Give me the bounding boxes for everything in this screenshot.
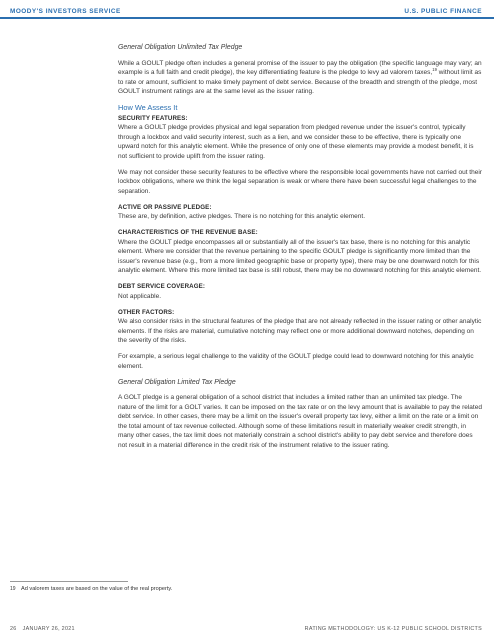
golt-paragraph: A GOLT pledge is a general obligation of a school district that includes a limited rather than an unlimited tax pledge. The nature of the limit for a GOLT varies. It can be imposed on the tax rate or on the levy amount that is available to pay the related debt service. In other cases, there may be a limit on the issuer's overall property tax levy, either a limit on the rate or a limit on the total amount of tax revenue collected. Although some of these limitations result in materially weaker credit strength, in many other cases, the tax limit does not materially constrain a school district's ability to pay debt service and therefore does not result in a material difference in the credit risk of the instrument relative to the issuer rating. — [118, 394, 482, 449]
security-features-heading: SECURITY FEATURES: — [118, 114, 188, 122]
other-factors-heading: OTHER FACTORS: — [118, 308, 175, 316]
footnote-text: Ad valorem taxes are based on the value of the real property. — [21, 586, 173, 592]
main-content — [118, 43, 482, 457]
security-paragraph-2: We may not consider these security features to be effective where the responsible local governments have not carried out their lockbox obligations, where we think the legal separation is weak or where there have been successful legal challenges to the separation. — [118, 168, 482, 195]
document-title: RATING METHODOLOGY: US K-12 PUBLIC SCHOOL DISTRICTS — [304, 626, 482, 632]
publisher-name: MOODY'S INVESTORS SERVICE — [10, 8, 121, 15]
page-number: 26 — [10, 626, 17, 632]
goult-text-a: While a GOULT pledge often includes a general promise of the issuer to pay the obligation (the specific language may vary; an example is a full faith and credit pledge), the key differentiating feature is the pledge to levy ad valorem taxes, — [118, 59, 482, 76]
footnote-divider — [10, 581, 128, 582]
section-label: U.S. PUBLIC FINANCE — [404, 8, 482, 15]
footer-left — [10, 626, 75, 632]
security-paragraph-1: Where a GOULT pledge provides physical and legal separation from pledged revenue under the issuer's control, typically through a lockbox and valid security interest, such as a lien, and we consider these to be effective, there is typically one upward notch for this analytic element. While the presence of only one of these elements may provide a modest benefit, it is not sufficient to provide uplift from the issuer rating. — [118, 124, 474, 160]
footnote-ref[interactable]: 19 — [432, 66, 437, 72]
debt-service-paragraph: Not applicable. — [118, 292, 161, 300]
golt-heading: General Obligation Limited Tax Pledge — [118, 378, 236, 386]
goult-heading: General Obligation Unlimited Tax Pledge — [118, 44, 243, 51]
how-we-assess-heading: How We Assess It — [118, 103, 178, 112]
goult-paragraph — [118, 59, 482, 97]
other-factors-paragraph-1: We also consider risks in the structural features of the pledge that are not already reflected in the issuer rating or other analytic elements. If the risks are material, cumulative notching may reflect one or more additional downward notches, depending on the severity of the risks. — [118, 318, 482, 344]
header-divider — [0, 17, 494, 19]
footnote — [10, 586, 172, 592]
revenue-base-heading: CHARACTERISTICS OF THE REVENUE BASE: — [118, 229, 258, 236]
publication-date: JANUARY 26, 2021 — [22, 626, 75, 632]
debt-service-heading: DEBT SERVICE COVERAGE: — [118, 283, 206, 290]
active-passive-heading: ACTIVE OR PASSIVE PLEDGE: — [118, 203, 212, 211]
active-passive-paragraph: These are, by definition, active pledges. There is no notching for this analytic element. — [118, 213, 366, 220]
revenue-base-paragraph: Where the GOULT pledge encompasses all or substantially all of the issuer's tax base, there is no notching for this analytic element. Where we consider that the revenue pertaining to the specific GOULT pledge is significantly more limited than the issuer's revenue base (e.g., from a more limited geographic base or property type), there may be one downward notch for this analytic element. Where this more limited tax base is still robust, there may be no downward notching for this analytic element. — [118, 238, 482, 274]
footnote-number: 19 — [10, 586, 16, 592]
other-factors-paragraph-2: For example, a serious legal challenge to the validity of the GOULT pledge could lead to downward notching for this analytic element. — [118, 353, 474, 370]
goult-text-b: without limit as to rate or amount, sufficient to make timely payment of debt service. Because of the breadth and strength of the pledge, most GOULT instrument ratings are at the same level as the issuer rating. — [118, 69, 482, 95]
